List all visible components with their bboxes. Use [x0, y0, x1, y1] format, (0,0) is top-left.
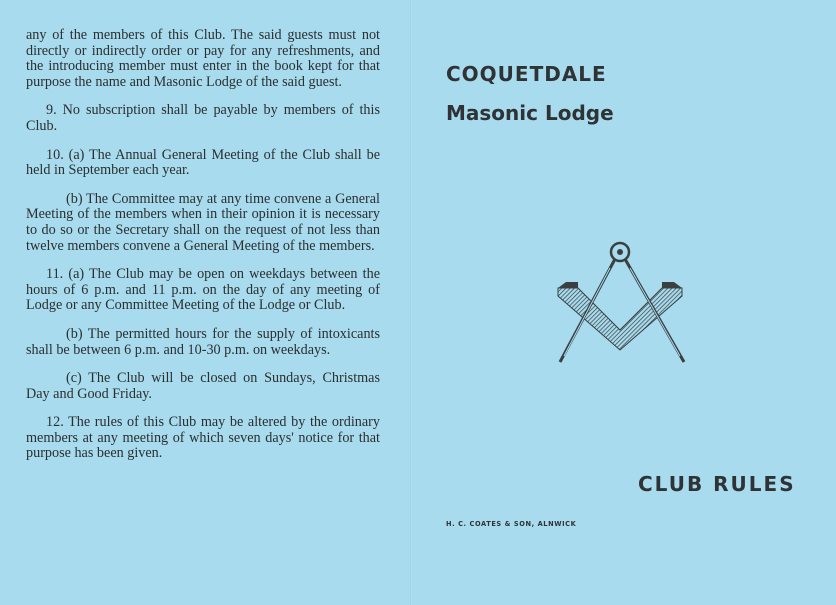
- rules-page: [26, 28, 380, 475]
- lodge-subtitle: Masonic Lodge: [446, 101, 614, 125]
- center-fold: [410, 0, 412, 605]
- square-and-compasses-icon: [552, 238, 688, 366]
- rule-11c: (c) The Club will be closed on Sundays, Christmas Day and Good Friday.: [26, 370, 380, 402]
- rule-11b: (b) The permitted hours for the supply of intoxicants shall be between 6 p.m. and 10-30 p.m. on weekdays.: [26, 325, 380, 358]
- rule-paragraph-guests: any of the members of this Club. The said guests must not directly or indirectly order or pay for any refreshments, and the introducing member must enter in the book kept for that purpose the name and Masonic Lodge of the said guest.: [26, 27, 380, 90]
- lodge-title: COQUETDALE: [446, 62, 607, 86]
- rule-11a: 11. (a) The Club may be open on weekdays between the hours of 6 p.m. and 11 p.m. on the day of any meeting of Lodge or any Committee Meeting of the Lodge or Club.: [26, 266, 380, 314]
- rule-9: 9. No subscription shall be payable by members of this Club.: [26, 102, 380, 134]
- printer-imprint: H. C. COATES & SON, ALNWICK: [446, 520, 577, 528]
- club-rules-heading: CLUB RULES: [638, 472, 796, 496]
- rule-10b: (b) The Committee may at any time convene a General Meeting of the members when in their opinion it is necessary to do so or the Secretary shall on the request of not less than twelve members convene a General Meeting of the members.: [26, 190, 380, 254]
- rule-10a: 10. (a) The Annual General Meeting of the Club shall be held in September each year.: [26, 146, 380, 179]
- rule-12: 12. The rules of this Club may be altered by the ordinary members at any meeting of which seven days' notice for that purpose has been given.: [26, 414, 380, 462]
